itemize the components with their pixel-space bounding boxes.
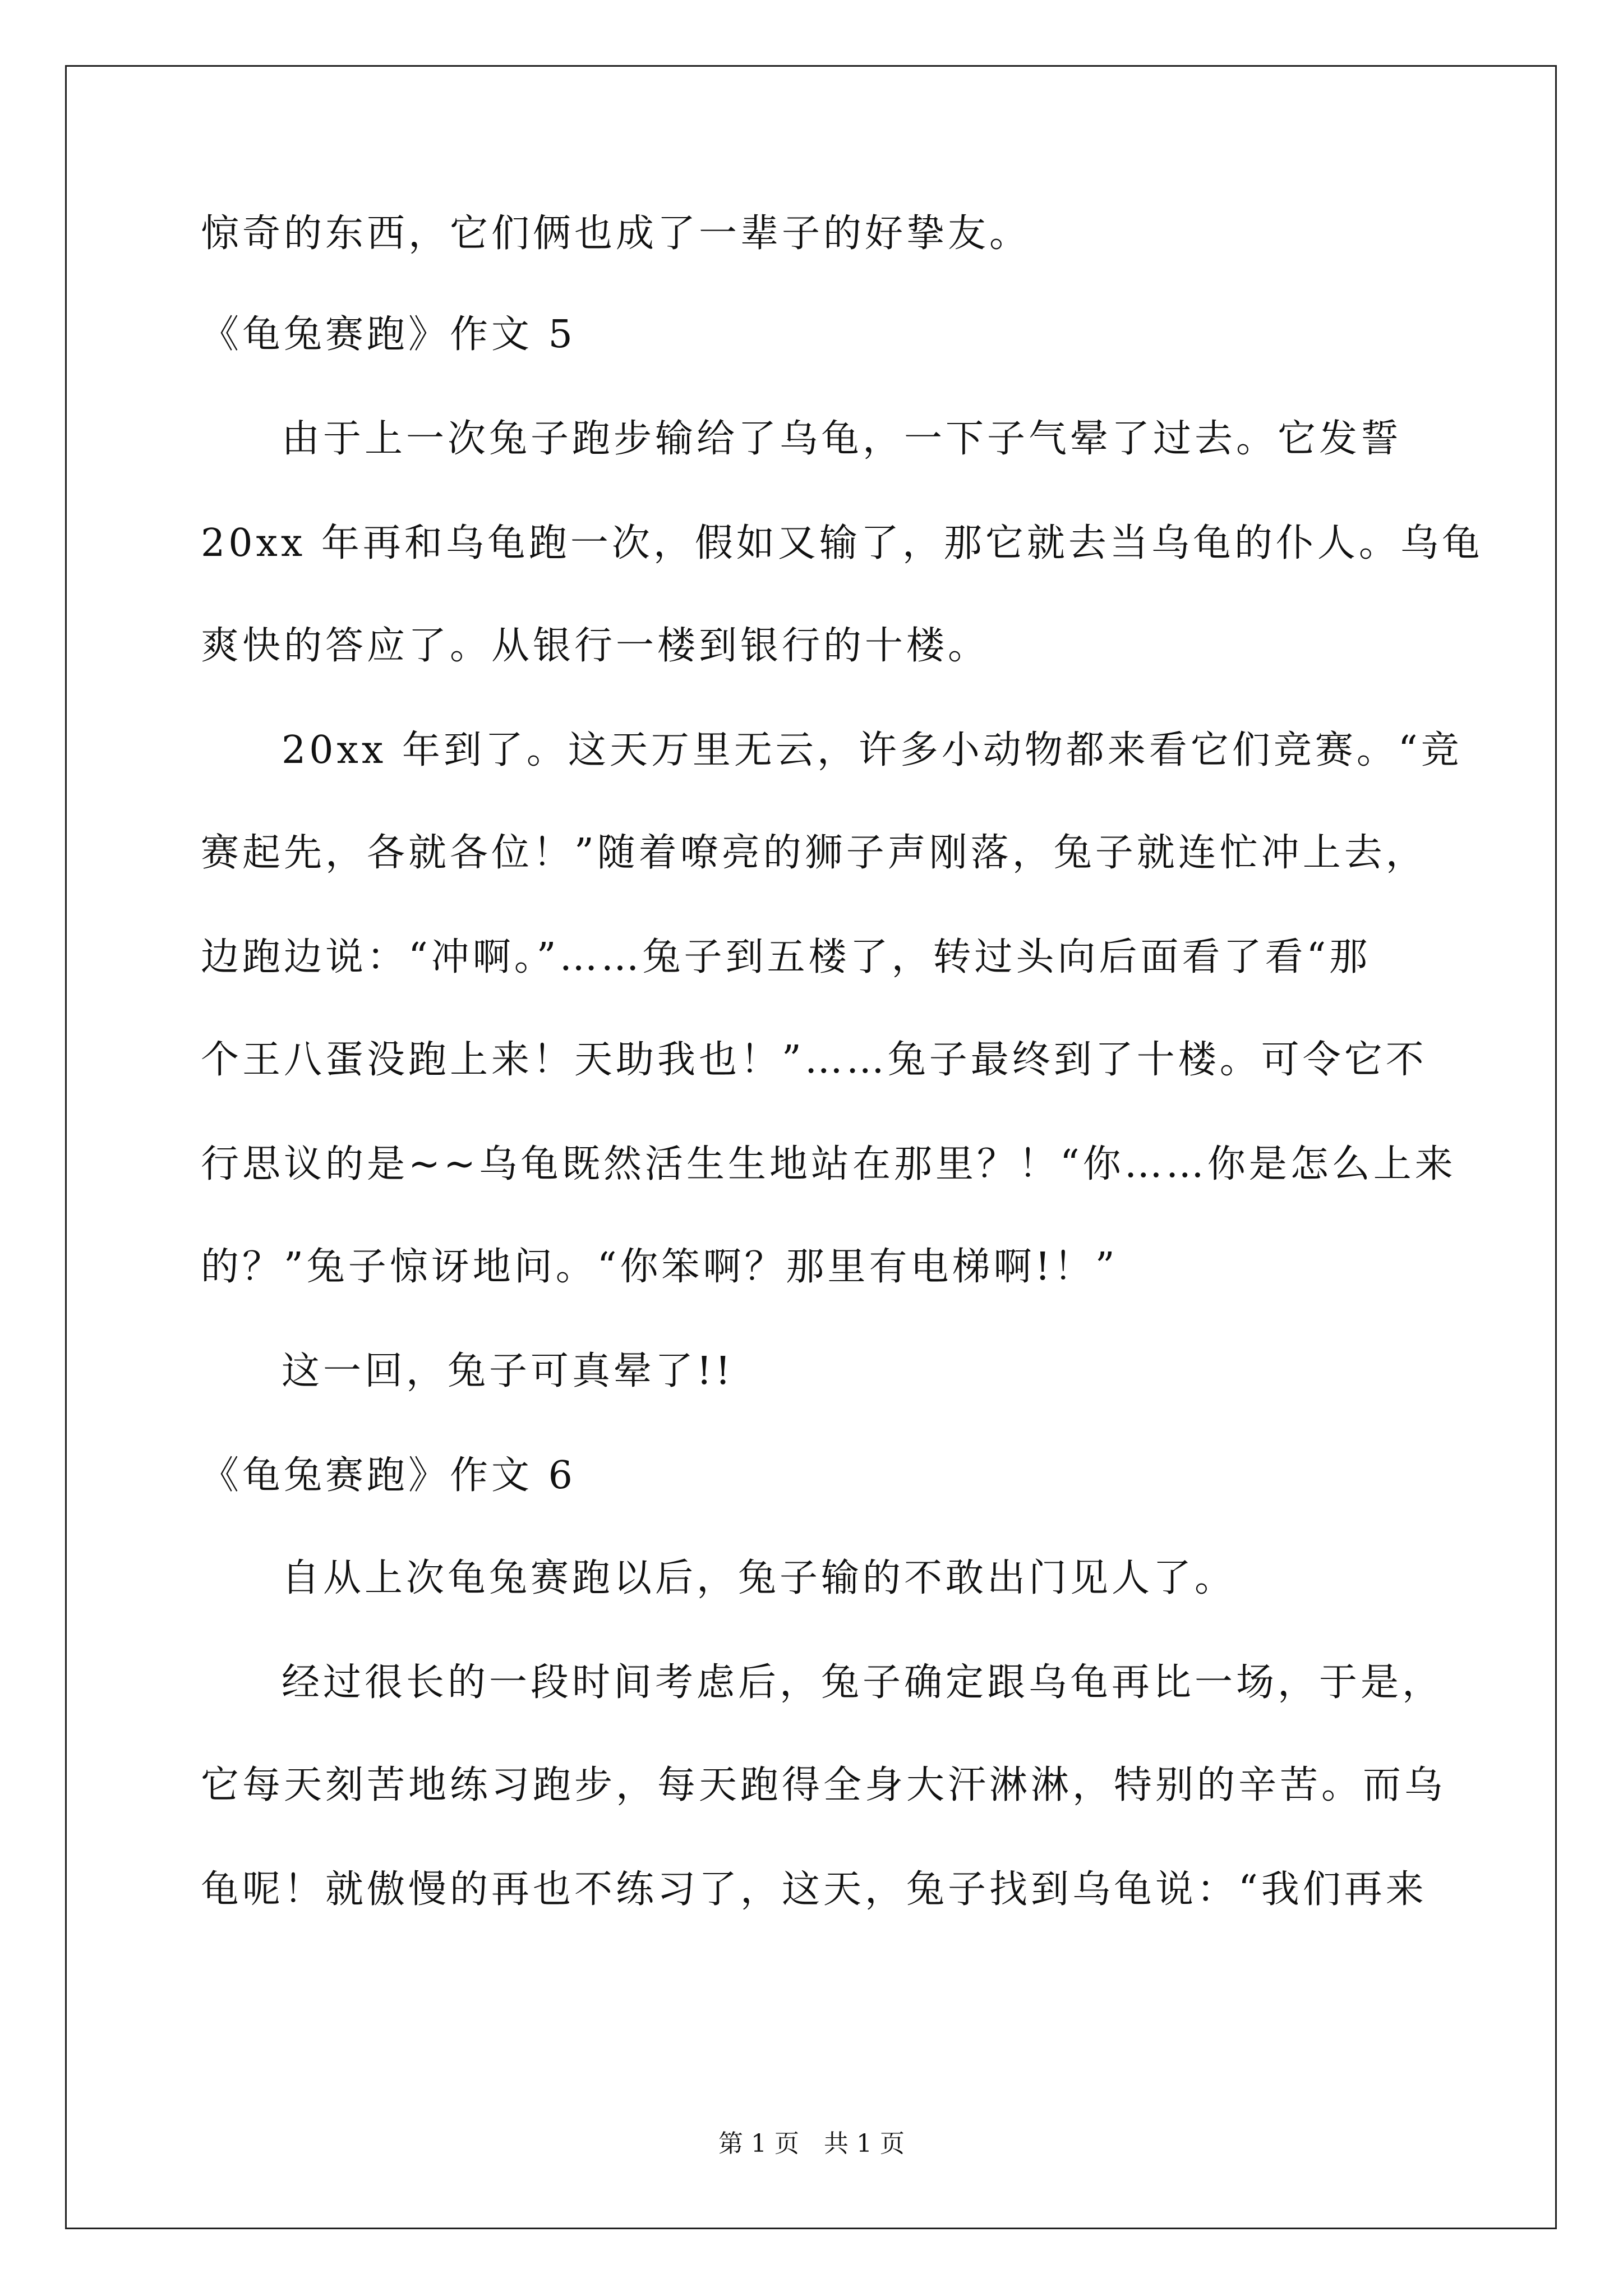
section-heading: 《龟兔赛跑》作文 5 — [201, 312, 576, 357]
paragraph-line: 爽快的答应了。从银行一楼到银行的十楼。 — [201, 624, 990, 668]
paragraph-line: 经过很长的一段时间考虑后，兔子确定跟乌龟再比一场，于是， — [282, 1660, 1444, 1705]
paragraph-line: 龟呢！就傲慢的再也不练习了，这天，兔子找到乌龟说：“我们再来 — [201, 1867, 1427, 1912]
paragraph-line: 惊奇的东西，它们俩也成了一辈子的好挚友。 — [201, 211, 1031, 256]
paragraph-line: 20xx 年再和乌龟跑一次，假如又输了，那它就去当乌龟的仆人。乌龟 — [201, 521, 1483, 565]
paragraph-line: 它每天刻苦地练习跑步，每天跑得全身大汗淋淋，特别的辛苦。而乌 — [201, 1763, 1446, 1807]
paragraph-line: 的？”兔子惊讶地问。“你笨啊？那里有电梯啊!！” — [201, 1245, 1118, 1289]
paragraph-line: 自从上次龟兔赛跑以后，兔子输的不敢出门见人了。 — [282, 1556, 1237, 1600]
paragraph-line: 赛起先，各就各位！”随着嘹亮的狮子声刚落，兔子就连忙冲上去， — [201, 831, 1427, 875]
paragraph-line: 个王八蛋没跑上来！天助我也！”……兔子最终到了十楼。可令它不 — [201, 1038, 1427, 1082]
section-heading: 《龟兔赛跑》作文 6 — [201, 1453, 576, 1498]
paragraph-line: 行思议的是~~乌龟既然活生生地站在那里？！“你……你是怎么上来 — [201, 1142, 1456, 1186]
paragraph-line: 这一回，兔子可真晕了!! — [282, 1349, 734, 1393]
paragraph-line: 由于上一次兔子跑步输给了乌龟，一下子气晕了过去。它发誓 — [282, 417, 1403, 461]
page-number-footer: 第 1 页 共 1 页 — [718, 2129, 905, 2158]
paragraph-line: 边跑边说：“冲啊。”……兔子到五楼了，转过头向后面看了看“那 — [201, 935, 1371, 979]
paragraph-line: 20xx 年到了。这天万里无云，许多小动物都来看它们竞赛。“竞 — [282, 728, 1463, 772]
